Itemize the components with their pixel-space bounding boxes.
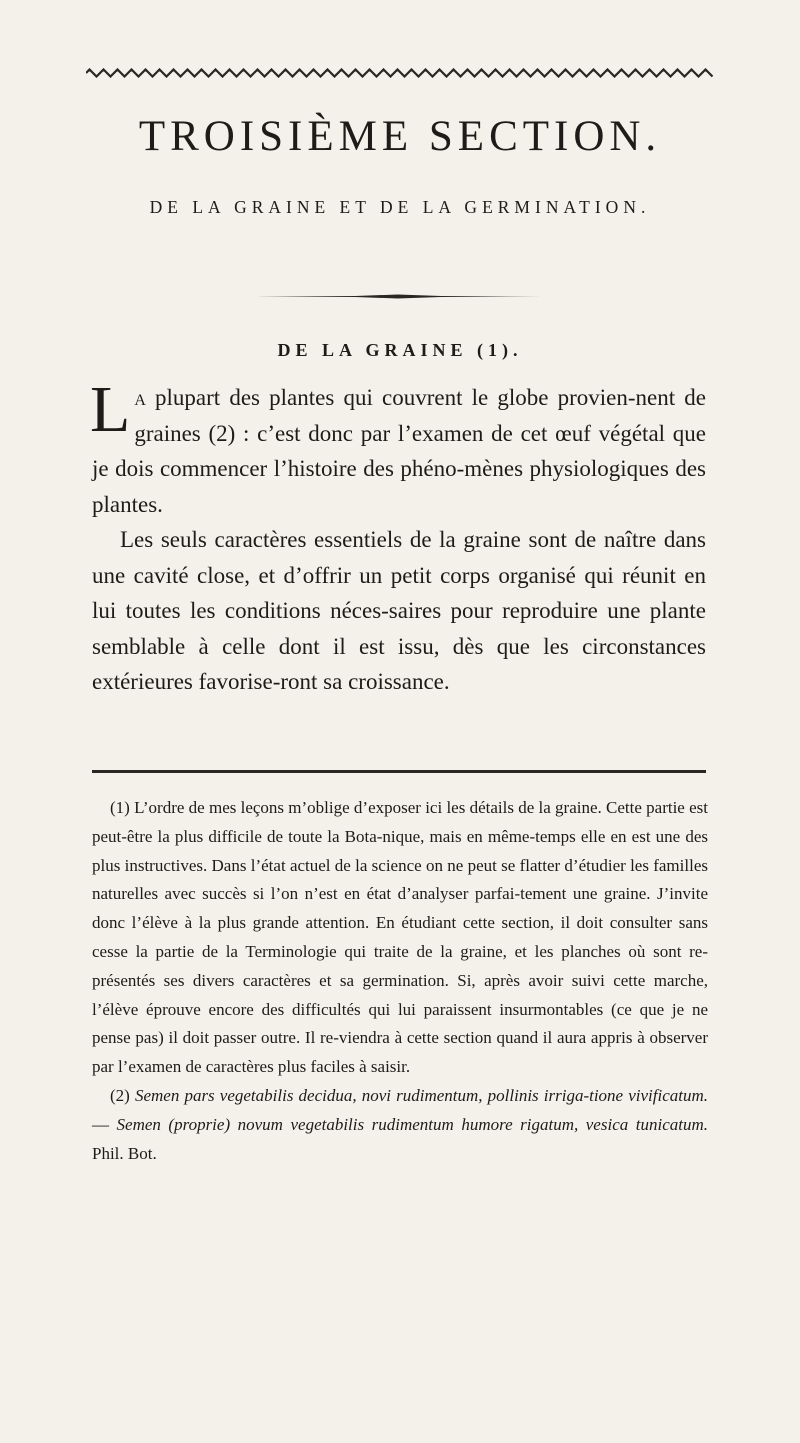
- first-word-rest: a: [134, 385, 146, 410]
- footnote-2-latin-1: Semen pars vegetabilis decidua, novi rudimentum, pollinis irriga-tione vivificatum.: [134, 1085, 709, 1105]
- decorative-rule: [255, 294, 542, 299]
- main-text: [90, 373, 707, 700]
- paragraph-2: Les seuls caractères essentiels de la graine sont de naître dans une cavité close, et d’offrir un petit corps organisé qui réunit en lui toutes les conditions néces-saires pour reproduire une plante semblable à celle dont il est issu, dès que les circonstances extérieures favorise-ront sa croissance.: [92, 527, 706, 694]
- footnote-2-dash: —: [92, 1114, 109, 1134]
- footnote-1: (1) L’ordre de mes leçons m’oblige d’exposer ici les détails de la graine. Cette partie est peut-être la plus difficile de toute la Bota-nique, mais en même-temps elle en est une des plus instructives. Dans l’état actuel de la science on ne peut se flatter d’étudier les familles naturelles avec succès si l’on n’est en état d’analyser parfai-tement une graine. J’invite donc l’élève à la plus grande attention. En étudiant cette section, il doit consulter sans cesse la partie de la Terminologie qui traite de la graine, et les planches où sont re-présentés ses divers caractères et sa germination. Si, après avoir suivi cette marche, l’élève éprouve encore des difficultés qui lui paraissent insurmontables (ce que je ne pense pas) il doit passer outre. Il re-viendra à cette section quand il aura appris à observer par l’examen de caractères plus faciles à saisir.: [92, 798, 708, 1077]
- decorative-top-border: [86, 68, 714, 78]
- paragraph-1-text: plupart des plantes qui couvrent le globe provien-nent de graines (2) : c’est donc par l’examen de cet œuf végétal que je dois commencer l’histoire des phéno-mènes physiologiques des plantes.: [92, 385, 707, 517]
- chapter-heading: DE LA GRAINE (1).: [277, 340, 523, 360]
- footnotes: [92, 794, 708, 1168]
- section-subtitle: DE LA GRAINE ET DE LA GERMINATION.: [149, 197, 651, 217]
- footnote-2-number: (2): [110, 1085, 130, 1105]
- drop-cap: L: [90, 373, 131, 446]
- section-title: TROISIÈME SECTION.: [138, 113, 662, 160]
- footnote-2-latin-2: Semen (proprie) novum vegetabilis rudimentum humore rigatum, vesica tunicatum.: [116, 1114, 708, 1134]
- footnote-2-source: Phil. Bot.: [92, 1143, 157, 1163]
- footnote-2: [92, 1082, 708, 1168]
- footnote-separator: [92, 770, 706, 773]
- paragraph-1: [90, 373, 707, 522]
